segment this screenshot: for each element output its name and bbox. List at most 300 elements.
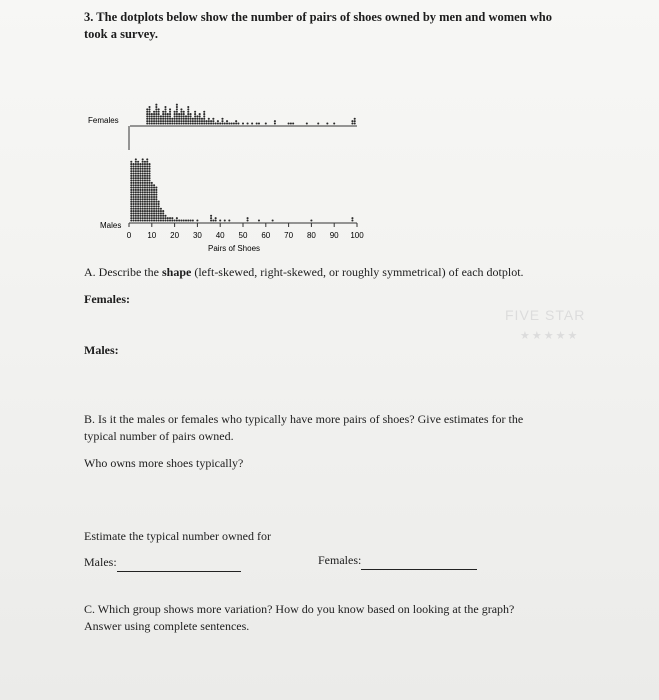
females-dot (148, 122, 150, 124)
females-estimate-blank[interactable] (361, 552, 477, 570)
males-dot (146, 208, 148, 210)
males-dot (135, 177, 137, 179)
females-estimate-row (318, 552, 477, 570)
males-dot (148, 168, 150, 170)
females-dot (162, 118, 164, 120)
males-dot (160, 210, 162, 212)
females-dot (174, 118, 176, 120)
males-dot (146, 212, 148, 214)
males-dot (144, 182, 146, 184)
males-dot (160, 219, 162, 221)
males-dot (160, 217, 162, 219)
males-dot (137, 194, 139, 196)
females-dot (183, 115, 185, 117)
males-dot (146, 172, 148, 174)
males-dot (155, 201, 157, 203)
females-dot (158, 113, 160, 115)
males-dot (148, 191, 150, 193)
females-dot (187, 106, 189, 108)
males-dot (144, 210, 146, 212)
males-dot (133, 208, 135, 210)
males-dot (144, 170, 146, 172)
males-dot (155, 203, 157, 205)
males-estimate-blank[interactable] (117, 554, 241, 572)
males-dot (153, 212, 155, 214)
females-dot (167, 115, 169, 117)
males-dot (144, 203, 146, 205)
males-dot (192, 219, 194, 221)
females-dot (180, 120, 182, 122)
males-dot (146, 196, 148, 198)
males-dot (164, 215, 166, 217)
females-dot (158, 122, 160, 124)
males-dot (169, 219, 171, 221)
males-dot (153, 205, 155, 207)
males-dot (137, 189, 139, 191)
males-dot (158, 203, 160, 205)
males-dot (162, 215, 164, 217)
males-dot (130, 215, 132, 217)
females-dot (187, 120, 189, 122)
females-dot (153, 115, 155, 117)
males-dot (196, 219, 198, 221)
females-dot (180, 122, 182, 124)
males-dot (153, 191, 155, 193)
males-dot (133, 191, 135, 193)
males-dot (247, 219, 249, 221)
males-dot (148, 177, 150, 179)
males-dot (139, 168, 141, 170)
males-dot (148, 201, 150, 203)
males-dot (228, 219, 230, 221)
females-dot (201, 120, 203, 122)
males-dot (137, 165, 139, 167)
males-dot (146, 191, 148, 193)
females-dot (153, 120, 155, 122)
females-dot (169, 115, 171, 117)
males-dot (148, 163, 150, 165)
males-dot (158, 215, 160, 217)
males-dot (142, 212, 144, 214)
females-dot (292, 122, 294, 124)
part-b-prompt: Who owns more shoes typically? (84, 456, 244, 470)
females-dot (158, 118, 160, 120)
males-dot (151, 203, 153, 205)
part-a-suffix: (left-skewed, right-skewed, or roughly symmetrical) of each dotplot. (191, 265, 524, 279)
females-dot (146, 120, 148, 122)
females-dot (226, 122, 228, 124)
x-tick-label: 30 (192, 231, 202, 240)
five-star-watermark: FIVE STAR (505, 307, 586, 323)
males-dot (137, 201, 139, 203)
males-dot (130, 196, 132, 198)
females-dot (185, 118, 187, 120)
males-dot (176, 217, 178, 219)
males-dot (137, 219, 139, 221)
males-dot (142, 177, 144, 179)
males-dot (146, 203, 148, 205)
females-dot (151, 113, 153, 115)
females-dot (208, 122, 210, 124)
males-dot (144, 175, 146, 177)
males-dot (135, 205, 137, 207)
females-dot (185, 115, 187, 117)
males-dot (137, 161, 139, 163)
males-dot (139, 203, 141, 205)
males-dot (139, 205, 141, 207)
males-dot (187, 219, 189, 221)
females-dot (148, 108, 150, 110)
females-dot (155, 122, 157, 124)
males-dot (155, 219, 157, 221)
males-dot (171, 217, 173, 219)
males-dot (144, 189, 146, 191)
females-estimate-label: Females: (318, 553, 362, 567)
females-dot (256, 122, 258, 124)
males-dot (130, 175, 132, 177)
males-dot (146, 198, 148, 200)
females-dot (164, 113, 166, 115)
males-dot (155, 212, 157, 214)
males-dot (142, 208, 144, 210)
males-dot (144, 184, 146, 186)
females-dot (187, 118, 189, 120)
males-dot (148, 184, 150, 186)
x-tick-label: 100 (350, 231, 364, 240)
males-dot (135, 191, 137, 193)
males-dot (151, 198, 153, 200)
males-dot (258, 219, 260, 221)
males-dot (135, 203, 137, 205)
females-dot (155, 115, 157, 117)
females-dot (351, 122, 353, 124)
males-dot (137, 217, 139, 219)
males-dot (142, 203, 144, 205)
females-dot (203, 111, 205, 113)
males-dot (144, 161, 146, 163)
females-dot (351, 120, 353, 122)
females-dot (155, 106, 157, 108)
males-dot (130, 191, 132, 193)
males-dot (153, 187, 155, 189)
males-dot (146, 177, 148, 179)
males-dot (133, 165, 135, 167)
males-dot (133, 194, 135, 196)
females-dot (167, 122, 169, 124)
males-dot (142, 217, 144, 219)
females-dot (169, 122, 171, 124)
males-dot (215, 217, 217, 219)
females-dot (174, 115, 176, 117)
females-dot (153, 113, 155, 115)
females-dot (274, 120, 276, 122)
males-dot (133, 187, 135, 189)
males-dot (142, 191, 144, 193)
x-tick-label: 0 (126, 231, 132, 240)
five-star-watermark-stars: ★★★★★ (520, 330, 580, 342)
males-dot (137, 170, 139, 172)
males-dot (144, 168, 146, 170)
males-dot (135, 182, 137, 184)
males-dot (130, 203, 132, 205)
males-dot (142, 163, 144, 165)
females-dot (183, 111, 185, 113)
males-dot (133, 182, 135, 184)
males-dot (135, 172, 137, 174)
males-dot (130, 219, 132, 221)
males-dot (139, 219, 141, 221)
question-line-2: took a survey. (84, 27, 158, 41)
females-dot (171, 122, 173, 124)
females-dot (167, 113, 169, 115)
males-dot (153, 203, 155, 205)
males-dot (130, 201, 132, 203)
males-dot (151, 189, 153, 191)
females-dot (148, 115, 150, 117)
males-dot (144, 201, 146, 203)
males-dot (210, 217, 212, 219)
males-dot (135, 208, 137, 210)
males-dot (153, 217, 155, 219)
females-dot (217, 120, 219, 122)
males-dot (146, 210, 148, 212)
females-dot (199, 113, 201, 115)
males-dot (137, 203, 139, 205)
males-dot (153, 215, 155, 217)
males-dot (135, 170, 137, 172)
females-dot (235, 122, 237, 124)
males-dot (133, 163, 135, 165)
females-dot (164, 118, 166, 120)
males-dot (135, 175, 137, 177)
males-dot (210, 215, 212, 217)
males-dot (151, 187, 153, 189)
males-dot (155, 187, 157, 189)
females-dot (208, 118, 210, 120)
females-dot (151, 122, 153, 124)
males-dot (162, 212, 164, 214)
males-dot (135, 201, 137, 203)
question-3-heading (84, 9, 552, 43)
females-dot (148, 113, 150, 115)
males-dot (139, 180, 141, 182)
males-dot (135, 212, 137, 214)
males-dot (144, 177, 146, 179)
males-dot (153, 208, 155, 210)
part-a-males-label: Males: (84, 343, 119, 357)
females-dot (171, 120, 173, 122)
males-dot (139, 189, 141, 191)
females-dot (174, 113, 176, 115)
females-dot (201, 122, 203, 124)
females-dot (178, 118, 180, 120)
males-dot (139, 172, 141, 174)
females-dot (164, 108, 166, 110)
males-dot (144, 212, 146, 214)
males-dot (144, 198, 146, 200)
males-dot (212, 219, 214, 221)
males-dot (142, 205, 144, 207)
males-dot (137, 177, 139, 179)
males-dot (155, 210, 157, 212)
females-dot (235, 120, 237, 122)
males-dot (142, 201, 144, 203)
males-dot (130, 194, 132, 196)
females-dot (164, 122, 166, 124)
males-dot (137, 175, 139, 177)
females-dot (221, 120, 223, 122)
part-b-estimate-prompt: Estimate the typical number owned for (84, 529, 271, 543)
females-dot (224, 122, 226, 124)
males-dot (142, 182, 144, 184)
males-dot (133, 189, 135, 191)
males-dot (148, 182, 150, 184)
males-dot (130, 187, 132, 189)
males-dot (139, 184, 141, 186)
females-dot (160, 115, 162, 117)
males-dot (142, 180, 144, 182)
males-dot (139, 177, 141, 179)
females-dot (160, 122, 162, 124)
males-dot (137, 208, 139, 210)
males-dot (139, 182, 141, 184)
males-dot (135, 168, 137, 170)
males-dot (130, 210, 132, 212)
x-tick-label: 80 (306, 231, 316, 240)
females-dot (183, 118, 185, 120)
males-dot (142, 158, 144, 160)
males-dot (135, 165, 137, 167)
females-dot (190, 122, 192, 124)
females-dot (169, 111, 171, 113)
females-dot (274, 122, 276, 124)
males-dot (351, 217, 353, 219)
males-dot (130, 170, 132, 172)
females-dot (201, 118, 203, 120)
males-dot (142, 219, 144, 221)
males-dot (160, 215, 162, 217)
males-dot (224, 219, 226, 221)
males-dot (139, 208, 141, 210)
males-dot (148, 175, 150, 177)
males-dot (164, 217, 166, 219)
males-dot (151, 208, 153, 210)
males-dot (155, 205, 157, 207)
x-tick-label: 70 (284, 231, 294, 240)
females-dot (176, 118, 178, 120)
males-dot (148, 205, 150, 207)
males-dot (219, 219, 221, 221)
females-dot (164, 120, 166, 122)
males-dot (151, 191, 153, 193)
males-dot (130, 180, 132, 182)
females-dot (158, 108, 160, 110)
females-dot (162, 115, 164, 117)
males-estimate-label: Males: (84, 555, 117, 569)
females-dot (160, 120, 162, 122)
males-dot (142, 210, 144, 212)
males-dot (153, 184, 155, 186)
males-dot (135, 198, 137, 200)
males-dot (146, 189, 148, 191)
females-dot (354, 118, 356, 120)
males-dot (144, 215, 146, 217)
males-estimate-row (84, 554, 241, 572)
males-dot (146, 187, 148, 189)
females-dot (164, 106, 166, 108)
males-dot (130, 172, 132, 174)
females-dot (164, 115, 166, 117)
females-dot (265, 122, 267, 124)
males-dot (151, 194, 153, 196)
males-dot (183, 219, 185, 221)
males-dot (137, 215, 139, 217)
females-dot (290, 122, 292, 124)
males-dot (151, 205, 153, 207)
females-dot (155, 111, 157, 113)
males-dot (151, 219, 153, 221)
females-dot (237, 122, 239, 124)
males-dot (130, 189, 132, 191)
males-dot (135, 163, 137, 165)
males-dot (133, 177, 135, 179)
males-dot (153, 196, 155, 198)
females-dot (192, 122, 194, 124)
males-dot (146, 180, 148, 182)
females-dot (194, 122, 196, 124)
males-dot (162, 217, 164, 219)
males-dot (174, 219, 176, 221)
females-dot (217, 122, 219, 124)
females-dot (160, 118, 162, 120)
females-dot (187, 122, 189, 124)
females-dot (148, 106, 150, 108)
males-dot (158, 208, 160, 210)
males-dot (146, 219, 148, 221)
females-dot (228, 122, 230, 124)
females-dot (164, 111, 166, 113)
females-dot (146, 108, 148, 110)
females-dot (196, 115, 198, 117)
x-tick-label: 20 (170, 231, 180, 240)
males-dot (142, 189, 144, 191)
males-dot (171, 219, 173, 221)
males-dot (146, 168, 148, 170)
females-dot (176, 122, 178, 124)
females-dot (176, 104, 178, 106)
females-dot (178, 120, 180, 122)
females-dot (199, 122, 201, 124)
males-dot (130, 165, 132, 167)
females-dot (178, 115, 180, 117)
males-dot (137, 172, 139, 174)
males-dot (142, 172, 144, 174)
males-dot (146, 163, 148, 165)
males-dot (148, 198, 150, 200)
females-dot (174, 111, 176, 113)
males-dot (139, 194, 141, 196)
males-dot (139, 163, 141, 165)
males-dot (190, 219, 192, 221)
males-dot (142, 168, 144, 170)
males-dot (160, 208, 162, 210)
males-dot (139, 175, 141, 177)
males-dot (139, 198, 141, 200)
males-dot (139, 201, 141, 203)
females-dot (192, 118, 194, 120)
females-dot (183, 113, 185, 115)
males-dot (144, 187, 146, 189)
